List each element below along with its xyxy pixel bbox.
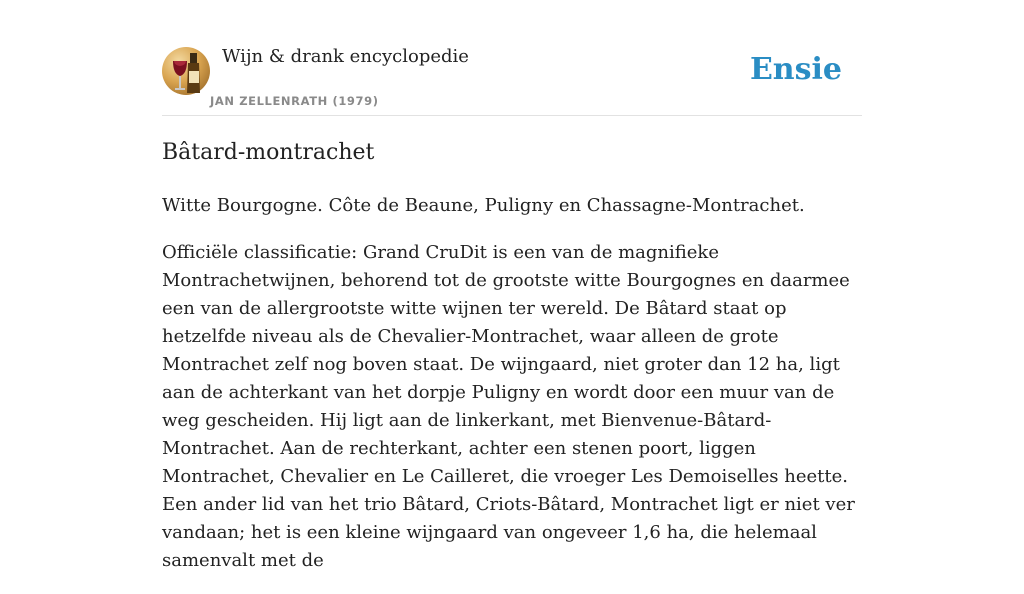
entry-paragraph: Witte Bourgogne. Côte de Beaune, Puligny en Chassagne-Montrachet. [162, 195, 805, 216]
entry-title: Bâtard-montrachet [162, 140, 375, 165]
entry-body [162, 192, 862, 594]
book-author: JAN ZELLENRATH (1979) [210, 94, 379, 108]
book-title[interactable]: Wijn & drank encyclopedie [222, 46, 469, 67]
book-header [162, 44, 862, 116]
entry-paragraph: Officiële classificatie: Grand CruDit is een van de magnifieke Montrachetwijnen, behorend tot de grootste witte Bourgognes en daarmee een van de allergrootste witte wijnen ter wereld. De Bâtard staat op hetzelfde niveau als de Chevalier-Montrachet, waar alleen de grote Montrachet zelf nog boven staat. De wijngaard, niet groter dan 12 ha, ligt aan de achterkant van het dorpje Puligny en wordt door een muur van de weg gescheiden. Hij ligt aan de linkerkant, met Bienvenue-Bâtard-Montrachet. Aan de rechterkant, achter een stenen poort, liggen Montrachet, Chevalier en Le Cailleret, die vroeger Les Demoiselles heette. Een ander lid van het trio Bâtard, Criots-Bâtard, Montrachet ligt er niet ver vandaan; het is een kleine wijngaard van ongeveer 1,6 ha, die helemaal samenvalt met de [162, 242, 855, 571]
wine-glass-and-bottle-icon[interactable] [162, 47, 210, 95]
ensie-logo-link[interactable]: Ensie [749, 52, 842, 87]
